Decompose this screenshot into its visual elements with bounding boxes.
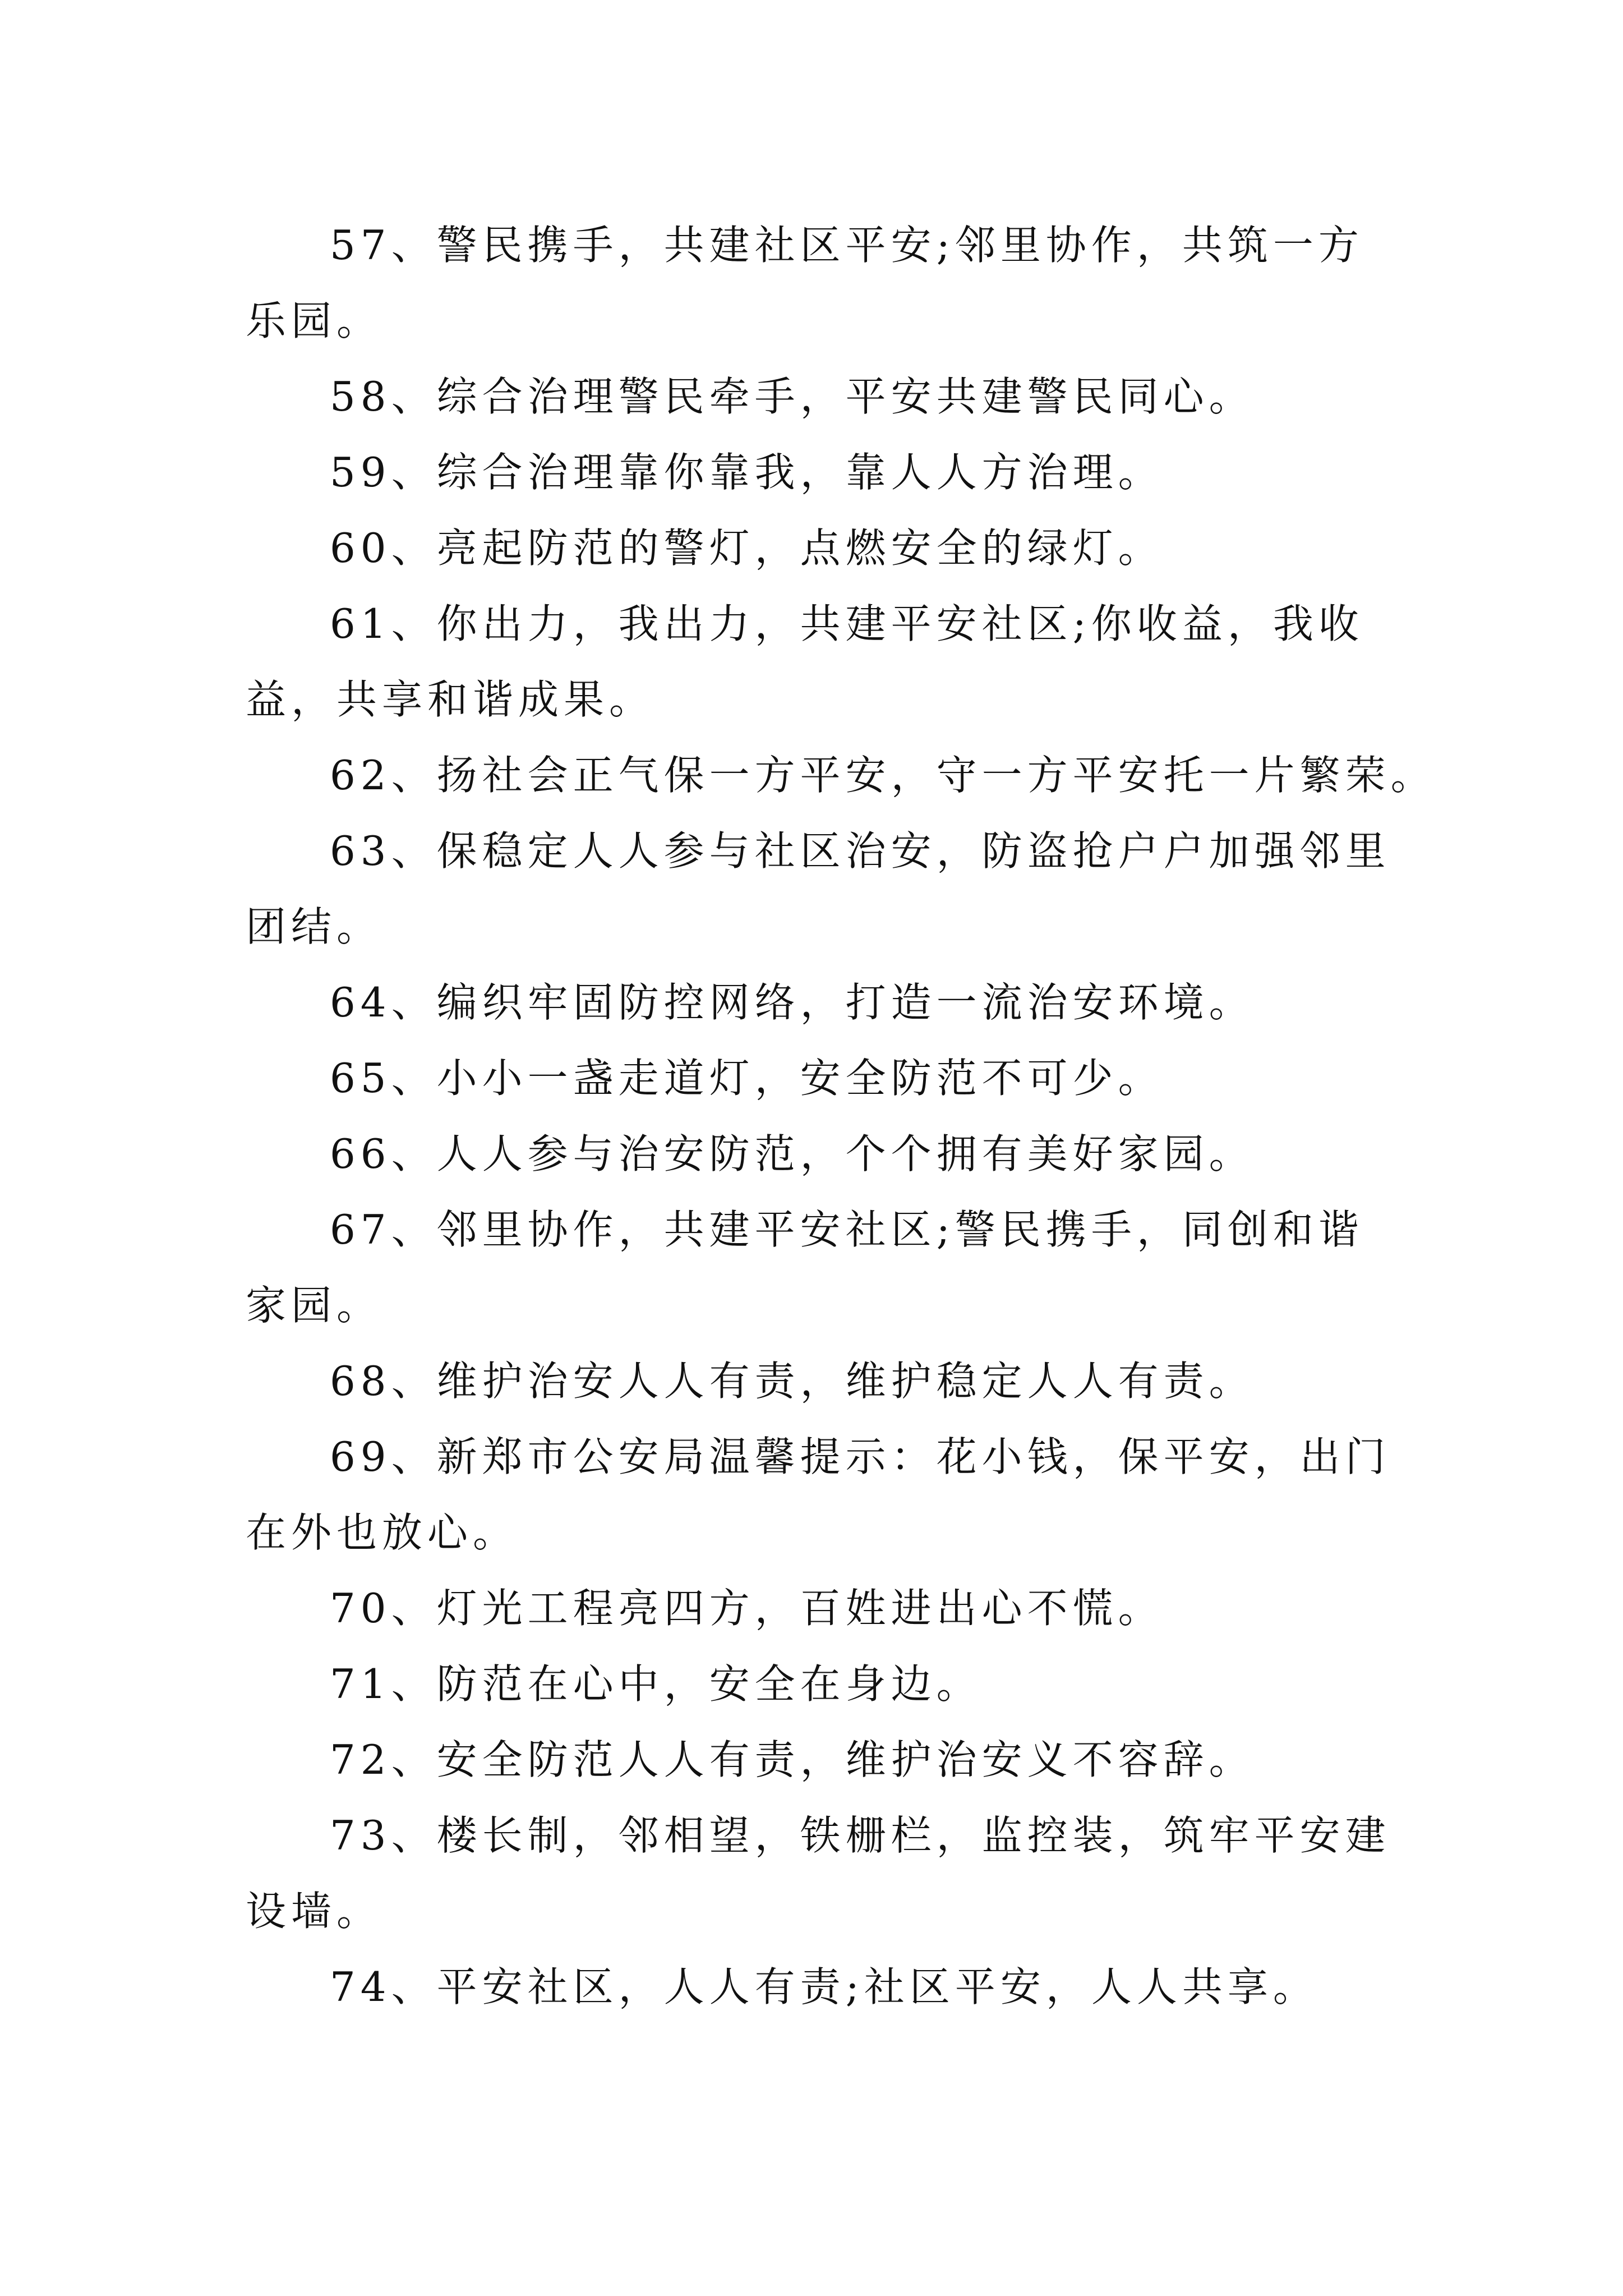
paragraph-61: 61、你出力，我出力，共建平安社区;你收益，我收益，共享和谐成果。 (246, 600, 1364, 723)
paragraph-62: 62、扬社会正气保一方平安，守一方平安托一片繁荣。 (330, 752, 1436, 799)
paragraph-65: 65、小小一盏走道灯，安全防范不可少。 (330, 1055, 1164, 1102)
paragraph-64: 64、编织牢固防控网络，打造一流治安环境。 (330, 979, 1255, 1026)
document-body (246, 208, 1436, 2025)
paragraph-74: 74、平安社区，人人有责;社区平安，人人共享。 (330, 1963, 1318, 2010)
paragraph-73: 73、楼长制，邻相望，铁栅栏，监控装，筑牢平安建设墙。 (246, 1812, 1391, 1935)
paragraph-60: 60、亮起防范的警灯，点燃安全的绿灯。 (330, 524, 1164, 572)
paragraph-58: 58、综合治理警民牵手，平安共建警民同心。 (330, 373, 1255, 420)
paragraph-59: 59、综合治理靠你靠我，靠人人方治理。 (330, 449, 1164, 496)
paragraph-67: 67、邻里协作，共建平安社区;警民携手，同创和谐家园。 (246, 1206, 1364, 1329)
paragraph-71: 71、防范在心中，安全在身边。 (330, 1660, 982, 1708)
paragraph-63: 63、保稳定人人参与社区治安，防盗抢户户加强邻里团结。 (246, 827, 1391, 950)
paragraph-69: 69、新郑市公安局温馨提示：花小钱，保平安，出门在外也放心。 (246, 1433, 1391, 1556)
paragraph-72: 72、安全防范人人有责，维护治安义不容辞。 (330, 1736, 1255, 1783)
paragraph-70: 70、灯光工程亮四方，百姓进出心不慌。 (330, 1585, 1164, 1632)
paragraph-68: 68、维护治安人人有责，维护稳定人人有责。 (330, 1358, 1255, 1405)
paragraph-57: 57、警民携手，共建社区平安;邻里协作，共筑一方乐园。 (246, 222, 1364, 344)
paragraph-66: 66、人人参与治安防范，个个拥有美好家园。 (330, 1130, 1255, 1177)
